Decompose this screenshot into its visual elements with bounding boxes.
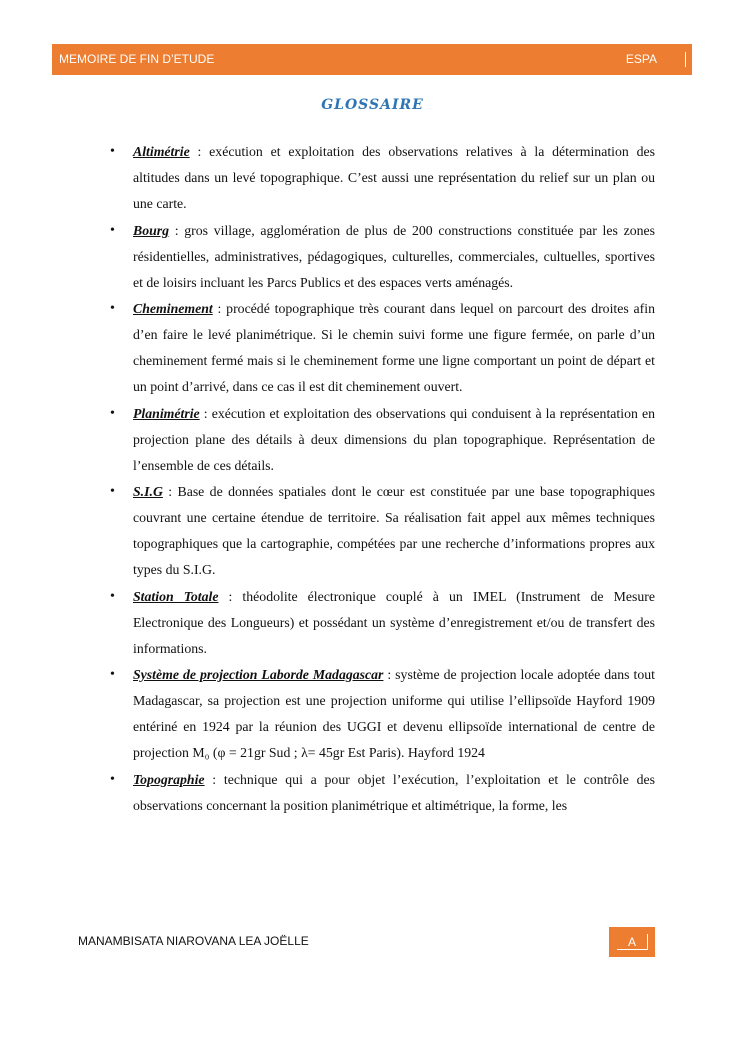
glossary-entry bbox=[110, 401, 655, 479]
page-header bbox=[52, 44, 692, 75]
glossary-definition: : procédé topographique très courant dans lequel on parcourt des droites afin d’en faire le levé planimétrique. Si le chemin suivi forme une figure fermée, on parle d’un cheminement fermé mais si le cheminement forme une ligne comportant un point de départ et un point d’arrivé, dans ce cas il est dit cheminement ouvert. bbox=[133, 301, 655, 394]
bullet-icon: • bbox=[110, 301, 115, 316]
glossary-definition: : exécution et exploitation des observations qui conduisent à la représentation en projection plane des détails à deux dimensions du plan topographique. Représentation de l’ensemble de ces détails. bbox=[133, 405, 655, 473]
page-title: GLOSSAIRE bbox=[321, 97, 424, 113]
bullet-icon: • bbox=[110, 667, 115, 682]
bullet-icon: • bbox=[110, 771, 115, 787]
page-number-underline bbox=[617, 949, 648, 950]
bullet-icon: • bbox=[110, 484, 115, 499]
glossary-entry bbox=[110, 479, 655, 583]
glossary-term: Altimétrie bbox=[133, 144, 190, 159]
header-document-title: MEMOIRE DE FIN D’ETUDE bbox=[59, 52, 215, 66]
glossary-definition: : théodolite électronique couplé à un IMEL (Instrument de Mesure Electronique des Longueurs) et possédant un système d’enregistrement et/ou de transfert des informations. bbox=[133, 588, 656, 656]
bullet-icon: • bbox=[110, 144, 115, 159]
glossary-definition: : gros village, agglomération de plus de 200 constructions constituée par les zones résidentielles, administratives, pédagogiques, culturelles, commerciales, cultuelles, sportives et de loisirs incluant les Parcs Publics et des espaces verts aménagés. bbox=[133, 222, 655, 290]
glossary-term: Planimétrie bbox=[133, 405, 200, 421]
glossary-entry bbox=[110, 584, 655, 662]
glossary-definition: : Base de données spatiales dont le cœur est constituée par une base topographiques couvrant une certaine étendue de territoire. Sa réalisation fait appel aux mêmes techniques topographiques que la cartographie, compétées par une recherche d’informations propres aux types du S.I.G. bbox=[133, 484, 655, 577]
glossary-term: Système de projection Laborde Madagascar bbox=[133, 667, 384, 682]
glossary-term: Bourg bbox=[133, 222, 170, 238]
glossary-term: S.I.G bbox=[133, 484, 163, 499]
header-school: ESPA bbox=[625, 52, 657, 66]
glossary-entry bbox=[110, 767, 655, 819]
glossary-term: Station Totale bbox=[133, 588, 219, 604]
bullet-icon: • bbox=[110, 222, 115, 238]
glossary-definition: : système de projection locale adoptée dans tout Madagascar, sa projection est une projection uniforme qui utilise l’ellipsoïde Hayford 1909 entériné en 1924 par la réunion des UGGI et devenu ellipsoïde international de centre de projection M₀ (φ = 21gr Sud ; λ= 45gr Est Paris). Hayford 1924 bbox=[133, 667, 655, 760]
glossary-definition: : exécution et exploitation des observations relatives à la détermination des altitudes dans un levé topographique. C’est aussi une représentation du relief sur un plan ou une carte. bbox=[133, 144, 655, 211]
glossary-list bbox=[110, 139, 655, 819]
glossary-definition: : technique qui a pour objet l’exécution, l’exploitation et le contrôle des observations concernant la position planimétrique et altimétrique, la forme, les bbox=[133, 771, 655, 813]
header-separator bbox=[685, 52, 686, 67]
bullet-icon: • bbox=[110, 405, 115, 421]
page-number-tick bbox=[647, 934, 648, 949]
glossary-term: Cheminement bbox=[133, 301, 213, 316]
glossary-entry bbox=[110, 296, 655, 400]
glossary-entry bbox=[110, 218, 655, 296]
bullet-icon: • bbox=[110, 588, 115, 604]
glossary-entry bbox=[110, 139, 655, 217]
glossary-entry bbox=[110, 662, 655, 766]
page-number: A bbox=[627, 935, 636, 949]
footer-author: MANAMBISATA NIAROVANA LEA JOËLLE bbox=[78, 934, 309, 948]
page-number-box bbox=[609, 927, 655, 957]
glossary-term: Topographie bbox=[133, 771, 205, 787]
